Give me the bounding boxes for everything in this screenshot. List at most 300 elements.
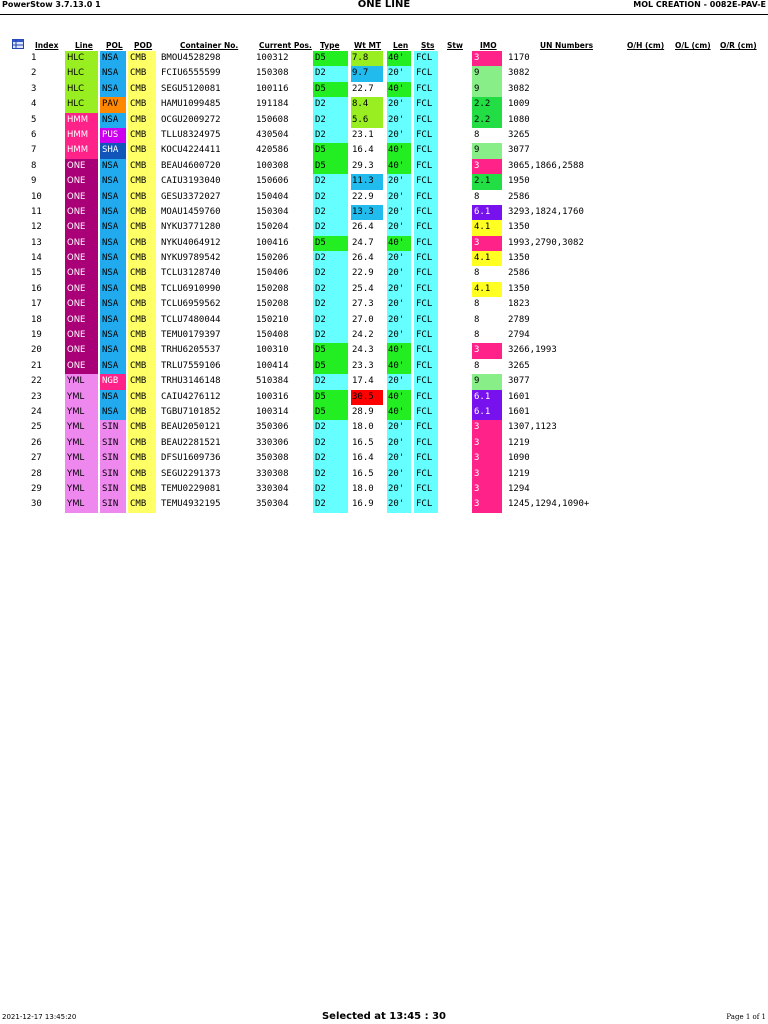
- cell-sts: FCL: [414, 436, 438, 451]
- cell-container: BMOU4528298: [161, 53, 221, 63]
- cell-pod: CMB: [128, 190, 156, 205]
- cell-current-pos: 150304: [256, 206, 289, 217]
- cell-line: ONE: [65, 251, 98, 266]
- col-index[interactable]: Index: [35, 41, 59, 50]
- cell-un-numbers: 1219: [508, 468, 530, 479]
- cell-type: D2: [313, 190, 348, 205]
- cell-container: MOAU1459760: [161, 206, 221, 217]
- table-row[interactable]: [0, 220, 768, 235]
- cell-pod: CMB: [128, 467, 156, 482]
- cell-stw: [445, 236, 465, 251]
- cell-line: YML: [65, 451, 98, 466]
- cell-stw: [445, 282, 465, 297]
- cell-imo: 9: [472, 374, 502, 389]
- cell-len: 20': [387, 190, 411, 205]
- cell-index: 28: [31, 468, 42, 479]
- cell-type: D2: [313, 266, 348, 281]
- cell-pod: CMB: [128, 159, 156, 174]
- cell-line: YML: [65, 436, 98, 451]
- cell-imo: 3: [472, 420, 502, 435]
- cell-pol: PUS: [100, 128, 126, 143]
- cell-current-pos: 150208: [256, 283, 289, 294]
- table-row[interactable]: [0, 390, 768, 405]
- cell-pol: SIN: [100, 420, 126, 435]
- cell-len: 40': [387, 51, 411, 66]
- cell-current-pos: 100414: [256, 360, 289, 371]
- cell-len: 20': [387, 467, 411, 482]
- cell-pod: CMB: [128, 359, 156, 374]
- cell-line: HLC: [65, 97, 98, 112]
- cell-stw: [445, 97, 465, 112]
- cell-pol: NSA: [100, 205, 126, 220]
- cell-pod: CMB: [128, 374, 156, 389]
- cell-un-numbers: 3065,1866,2588: [508, 160, 584, 171]
- cell-index: 3: [31, 83, 37, 94]
- cell-len: 20': [387, 451, 411, 466]
- cell-pol: NSA: [100, 297, 126, 312]
- cell-wt: 18.0: [352, 422, 374, 433]
- table-row[interactable]: [0, 174, 768, 189]
- cell-pod: CMB: [128, 82, 156, 97]
- cell-current-pos: 150608: [256, 114, 289, 125]
- cell-wt: 29.3: [352, 160, 374, 171]
- cell-imo: 3: [472, 159, 502, 174]
- cell-container: SEGU5120081: [161, 83, 221, 94]
- cell-stw: [445, 451, 465, 466]
- cell-un-numbers: 1080: [508, 114, 530, 125]
- table-row[interactable]: [0, 190, 768, 205]
- col-len[interactable]: Len: [393, 41, 409, 50]
- cell-index: 30: [31, 499, 42, 510]
- cell-wt: 26.4: [352, 222, 374, 233]
- cell-container: TRLU7559106: [161, 360, 221, 371]
- cell-container: TRHU6205537: [161, 345, 221, 356]
- cell-pod: CMB: [128, 482, 156, 497]
- table-row[interactable]: [0, 374, 768, 389]
- cell-pod: CMB: [128, 436, 156, 451]
- cell-line: YML: [65, 374, 98, 389]
- cell-stw: [445, 328, 465, 343]
- cell-index: 2: [31, 68, 37, 79]
- cell-line: HMM: [65, 113, 98, 128]
- cell-pod: CMB: [128, 97, 156, 112]
- cell-pol: SHA: [100, 143, 126, 158]
- cell-current-pos: 350306: [256, 422, 289, 433]
- print-timestamp: 2021-12-17 13:45:20: [2, 1013, 77, 1021]
- cell-sts: FCL: [414, 420, 438, 435]
- cell-type: D2: [313, 374, 348, 389]
- cell-sts: FCL: [414, 251, 438, 266]
- cell-container: TEMU0229081: [161, 483, 221, 494]
- table-row[interactable]: [0, 51, 768, 66]
- cell-index: 25: [31, 422, 42, 433]
- cell-current-pos: 430504: [256, 129, 289, 140]
- table-row[interactable]: [0, 482, 768, 497]
- cell-type: D2: [313, 66, 348, 81]
- cell-type: D2: [313, 128, 348, 143]
- cell-len: 20': [387, 497, 411, 512]
- cell-len: 20': [387, 420, 411, 435]
- table-row[interactable]: [0, 128, 768, 143]
- cell-sts: FCL: [414, 497, 438, 512]
- cell-un-numbers: 3265: [508, 129, 530, 140]
- cell-line: YML: [65, 497, 98, 512]
- cell-stw: [445, 82, 465, 97]
- cell-wt: 16.5: [352, 437, 374, 448]
- cell-sts: FCL: [414, 313, 438, 328]
- table-row[interactable]: [0, 66, 768, 81]
- cell-wt: 26.4: [352, 253, 374, 264]
- cell-line: YML: [65, 482, 98, 497]
- cell-imo: 6.1: [472, 205, 502, 220]
- cell-sts: FCL: [414, 266, 438, 281]
- cell-len: 40': [387, 82, 411, 97]
- cell-type: D2: [313, 420, 348, 435]
- cell-sts: FCL: [414, 359, 438, 374]
- cell-wt: 28.9: [352, 406, 374, 417]
- cell-wt: 16.4: [352, 453, 374, 464]
- cell-pol: NSA: [100, 282, 126, 297]
- cell-imo: 3: [472, 236, 502, 251]
- cell-current-pos: 100416: [256, 237, 289, 248]
- col-container[interactable]: Container No.: [180, 41, 239, 50]
- table-row[interactable]: [0, 297, 768, 312]
- cell-sts: FCL: [414, 236, 438, 251]
- cell-wt: 5.6: [351, 113, 383, 128]
- cell-line: ONE: [65, 205, 98, 220]
- cell-sts: FCL: [414, 190, 438, 205]
- cell-pol: NSA: [100, 66, 126, 81]
- cell-index: 19: [31, 330, 42, 341]
- table-row[interactable]: [0, 359, 768, 374]
- cell-container: CAIU4276112: [161, 391, 221, 402]
- table-row[interactable]: [0, 97, 768, 112]
- cell-stw: [445, 51, 465, 66]
- cell-type: D5: [313, 390, 348, 405]
- cell-line: YML: [65, 405, 98, 420]
- cell-imo: 6.1: [472, 390, 502, 405]
- col-imo[interactable]: IMO: [480, 41, 497, 50]
- cell-len: 20': [387, 205, 411, 220]
- cell-container: BEAU4600720: [161, 160, 221, 171]
- cell-wt: 16.4: [352, 145, 374, 156]
- cell-len: 20': [387, 282, 411, 297]
- cell-pol: NSA: [100, 220, 126, 235]
- cell-type: D2: [313, 297, 348, 312]
- cell-len: 20': [387, 128, 411, 143]
- table-row[interactable]: [0, 436, 768, 451]
- cell-len: 20': [387, 482, 411, 497]
- table-row[interactable]: [0, 143, 768, 158]
- cell-type: D5: [313, 51, 348, 66]
- app-version: PowerStow 3.7.13.0 1: [2, 0, 101, 9]
- cell-stw: [445, 113, 465, 128]
- cell-line: HMM: [65, 143, 98, 158]
- cell-pod: CMB: [128, 113, 156, 128]
- cell-imo: 2.2: [472, 113, 502, 128]
- cell-sts: FCL: [414, 113, 438, 128]
- table-row[interactable]: [0, 451, 768, 466]
- cell-index: 16: [31, 283, 42, 294]
- cell-imo: 8: [474, 191, 480, 202]
- cell-container: DFSU1609736: [161, 453, 221, 464]
- cell-line: YML: [65, 420, 98, 435]
- cell-container: BEAU2281521: [161, 437, 221, 448]
- cell-type: D2: [313, 467, 348, 482]
- table-row[interactable]: [0, 420, 768, 435]
- table-grid-icon[interactable]: [12, 39, 24, 49]
- cell-line: ONE: [65, 328, 98, 343]
- cell-sts: FCL: [414, 390, 438, 405]
- cell-pol: SIN: [100, 451, 126, 466]
- cell-pol: NGB: [100, 374, 126, 389]
- table-row[interactable]: [0, 497, 768, 512]
- cell-sts: FCL: [414, 405, 438, 420]
- cell-container: GESU3372027: [161, 191, 221, 202]
- cell-container: OCGU2009272: [161, 114, 221, 125]
- cell-type: D5: [313, 82, 348, 97]
- cell-wt: 13.3: [351, 205, 383, 220]
- cell-pod: CMB: [128, 328, 156, 343]
- cell-pol: NSA: [100, 113, 126, 128]
- cell-stw: [445, 220, 465, 235]
- cell-pol: NSA: [100, 174, 126, 189]
- cell-sts: FCL: [414, 159, 438, 174]
- cell-type: D2: [313, 313, 348, 328]
- cell-un-numbers: 1294: [508, 483, 530, 494]
- table-row[interactable]: [0, 236, 768, 251]
- table-row[interactable]: [0, 205, 768, 220]
- cell-line: ONE: [65, 343, 98, 358]
- cell-type: D2: [313, 220, 348, 235]
- cell-index: 23: [31, 391, 42, 402]
- cell-un-numbers: 2789: [508, 314, 530, 325]
- cell-stw: [445, 374, 465, 389]
- cell-imo: 3: [472, 482, 502, 497]
- cell-pod: CMB: [128, 128, 156, 143]
- cell-stw: [445, 128, 465, 143]
- cell-sts: FCL: [414, 328, 438, 343]
- cell-un-numbers: 3265: [508, 360, 530, 371]
- cell-pod: CMB: [128, 220, 156, 235]
- cell-imo: 9: [472, 82, 502, 97]
- cell-container: TCLU3128740: [161, 268, 221, 279]
- cell-len: 20': [387, 113, 411, 128]
- cell-stw: [445, 159, 465, 174]
- cell-imo: 3: [472, 343, 502, 358]
- cell-index: 9: [31, 176, 37, 187]
- table-row[interactable]: [0, 343, 768, 358]
- cell-line: ONE: [65, 220, 98, 235]
- cell-len: 40': [387, 236, 411, 251]
- cell-pod: CMB: [128, 297, 156, 312]
- cell-pol: NSA: [100, 405, 126, 420]
- cell-pod: CMB: [128, 205, 156, 220]
- cell-un-numbers: 3082: [508, 83, 530, 94]
- cell-sts: FCL: [414, 128, 438, 143]
- table-row[interactable]: [0, 82, 768, 97]
- cell-imo: 8: [474, 268, 480, 279]
- cell-type: D2: [313, 113, 348, 128]
- cell-imo: 9: [472, 66, 502, 81]
- cell-type: D2: [313, 451, 348, 466]
- cell-imo: 6.1: [472, 405, 502, 420]
- cell-type: D5: [313, 236, 348, 251]
- cell-pod: CMB: [128, 420, 156, 435]
- cell-current-pos: 150210: [256, 314, 289, 325]
- cell-pol: NSA: [100, 51, 126, 66]
- cell-pol: SIN: [100, 467, 126, 482]
- table-row[interactable]: [0, 405, 768, 420]
- cell-line: HMM: [65, 128, 98, 143]
- col-stw[interactable]: Stw: [447, 41, 463, 50]
- cell-len: 20': [387, 297, 411, 312]
- cell-len: 40': [387, 359, 411, 374]
- cell-index: 21: [31, 360, 42, 371]
- cell-sts: FCL: [414, 451, 438, 466]
- cell-pol: NSA: [100, 313, 126, 328]
- cell-type: D2: [313, 174, 348, 189]
- cell-imo: 8: [474, 360, 480, 371]
- cell-imo: 4.1: [472, 251, 502, 266]
- cell-container: NYKU3771280: [161, 222, 221, 233]
- cell-sts: FCL: [414, 174, 438, 189]
- cell-sts: FCL: [414, 343, 438, 358]
- cell-wt: 25.4: [352, 283, 374, 294]
- cell-line: ONE: [65, 359, 98, 374]
- table-row[interactable]: [0, 113, 768, 128]
- cell-wt: 27.0: [352, 314, 374, 325]
- cell-pol: NSA: [100, 236, 126, 251]
- cell-stw: [445, 297, 465, 312]
- cell-pod: CMB: [128, 343, 156, 358]
- cell-pol: NSA: [100, 82, 126, 97]
- cell-line: HLC: [65, 66, 98, 81]
- cell-type: D2: [313, 282, 348, 297]
- col-wt[interactable]: Wt MT: [354, 41, 382, 50]
- cell-stw: [445, 467, 465, 482]
- cell-current-pos: 191184: [256, 99, 289, 110]
- cell-len: 20': [387, 374, 411, 389]
- cell-imo: 8: [474, 129, 480, 140]
- cell-index: 22: [31, 376, 42, 387]
- cell-index: 7: [31, 145, 37, 156]
- cell-pol: SIN: [100, 482, 126, 497]
- col-type[interactable]: Type: [320, 41, 340, 50]
- cell-current-pos: 100116: [256, 83, 289, 94]
- cell-stw: [445, 205, 465, 220]
- cell-len: 20': [387, 66, 411, 81]
- col-sts[interactable]: Sts: [421, 41, 435, 50]
- cell-pod: CMB: [128, 313, 156, 328]
- cell-type: D2: [313, 436, 348, 451]
- cell-imo: 2.1: [472, 174, 502, 189]
- cell-line: ONE: [65, 297, 98, 312]
- cell-stw: [445, 343, 465, 358]
- cell-index: 13: [31, 237, 42, 248]
- table-row[interactable]: [0, 266, 768, 281]
- cell-type: D2: [313, 497, 348, 512]
- cell-pod: CMB: [128, 66, 156, 81]
- cell-container: TLLU8324975: [161, 129, 221, 140]
- col-oh[interactable]: O/H (cm): [627, 41, 665, 50]
- cell-line: ONE: [65, 313, 98, 328]
- cell-un-numbers: 1350: [508, 283, 530, 294]
- cell-line: HLC: [65, 51, 98, 66]
- cell-line: ONE: [65, 282, 98, 297]
- cell-wt: 8.4: [351, 97, 383, 112]
- cell-index: 15: [31, 268, 42, 279]
- table-row[interactable]: [0, 313, 768, 328]
- cell-line: ONE: [65, 190, 98, 205]
- cell-stw: [445, 436, 465, 451]
- cell-index: 4: [31, 99, 37, 110]
- cell-current-pos: 350304: [256, 499, 289, 510]
- cell-un-numbers: 1350: [508, 253, 530, 264]
- cell-current-pos: 150406: [256, 268, 289, 279]
- cell-container: BEAU2050121: [161, 422, 221, 433]
- cell-imo: 4.1: [472, 282, 502, 297]
- table-row[interactable]: [0, 159, 768, 174]
- cell-stw: [445, 390, 465, 405]
- cell-un-numbers: 1601: [508, 406, 530, 417]
- cell-imo: 2.2: [472, 97, 502, 112]
- table-row[interactable]: [0, 328, 768, 343]
- cell-line: ONE: [65, 174, 98, 189]
- cell-pol: SIN: [100, 436, 126, 451]
- table-row[interactable]: [0, 467, 768, 482]
- cell-type: D2: [313, 251, 348, 266]
- cell-container: TEMU0179397: [161, 330, 221, 341]
- cell-un-numbers: 1219: [508, 437, 530, 448]
- col-pod[interactable]: POD: [134, 41, 153, 50]
- table-row[interactable]: [0, 251, 768, 266]
- cell-stw: [445, 313, 465, 328]
- cell-pod: CMB: [128, 390, 156, 405]
- cell-imo: 8: [474, 330, 480, 341]
- cell-len: 20': [387, 251, 411, 266]
- cell-current-pos: 150408: [256, 330, 289, 341]
- cell-pod: CMB: [128, 143, 156, 158]
- col-un-numbers[interactable]: UN Numbers: [540, 41, 594, 50]
- col-or[interactable]: O/R (cm): [720, 41, 757, 50]
- cell-len: 40': [387, 159, 411, 174]
- cell-current-pos: 420586: [256, 145, 289, 156]
- cell-un-numbers: 3266,1993: [508, 345, 557, 356]
- cell-stw: [445, 405, 465, 420]
- col-line[interactable]: Line: [75, 41, 93, 50]
- cell-index: 11: [31, 206, 42, 217]
- col-current-pos[interactable]: Current Pos.: [259, 41, 312, 50]
- cell-line: YML: [65, 467, 98, 482]
- cell-un-numbers: 2586: [508, 268, 530, 279]
- table-row[interactable]: [0, 282, 768, 297]
- cell-wt: 24.2: [352, 330, 374, 341]
- cell-wt: 22.9: [352, 268, 374, 279]
- cell-sts: FCL: [414, 374, 438, 389]
- col-ol[interactable]: O/L (cm): [675, 41, 711, 50]
- cell-len: 40': [387, 390, 411, 405]
- cell-wt: 23.1: [352, 129, 374, 140]
- cell-imo: 8: [474, 314, 480, 325]
- cell-pol: NSA: [100, 359, 126, 374]
- col-pol[interactable]: POL: [106, 41, 123, 50]
- cell-sts: FCL: [414, 143, 438, 158]
- cell-current-pos: 100308: [256, 160, 289, 171]
- cell-sts: FCL: [414, 220, 438, 235]
- cell-un-numbers: 1307,1123: [508, 422, 557, 433]
- cell-index: 5: [31, 114, 37, 125]
